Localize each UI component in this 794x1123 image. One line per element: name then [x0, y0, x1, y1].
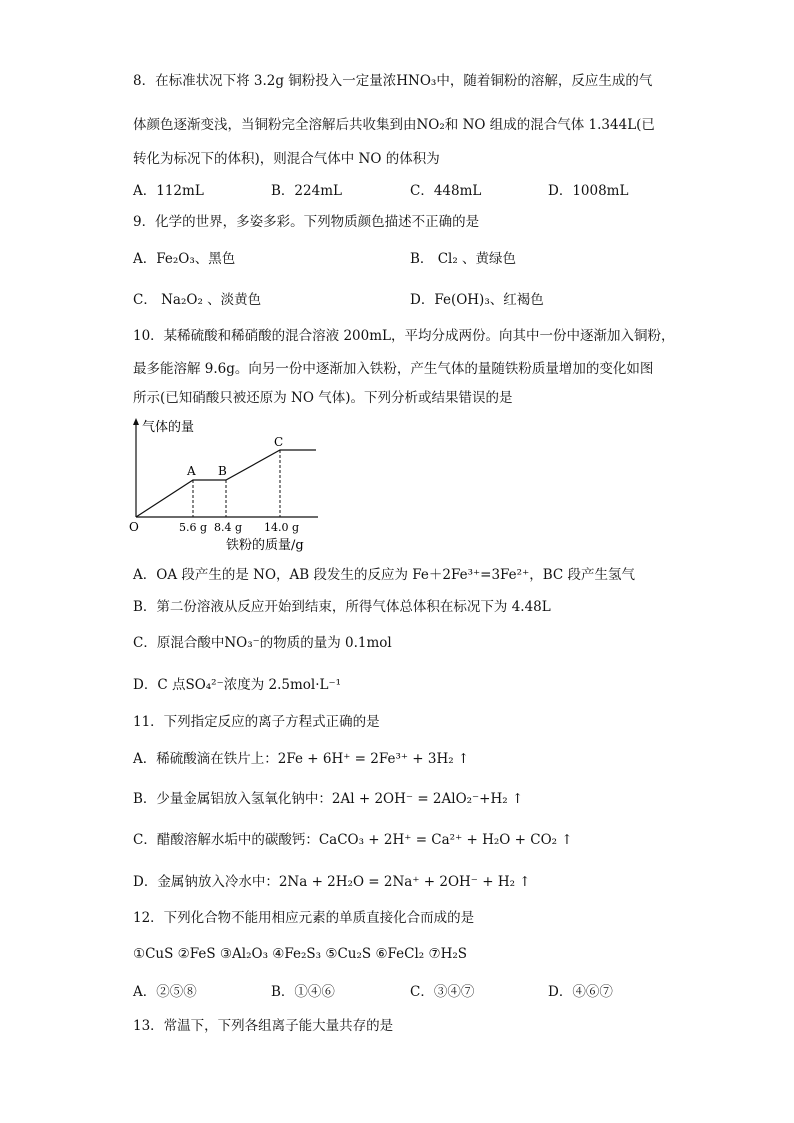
- q8-option-b: B．224mL: [271, 183, 342, 199]
- q12-option-d: D．④⑥⑦: [548, 984, 613, 1000]
- q10-line-2: 最多能溶解 9.6g。向另一份中逐渐加入铁粉，产生气体的量随铁粉质量增加的变化如图: [133, 361, 654, 377]
- q9-option-d: D．Fe(OH)₃、红褐色: [410, 292, 544, 308]
- origin-label: O: [129, 520, 139, 534]
- q12-option-c: C．③④⑦: [410, 984, 475, 1000]
- q11-option-b: B．少量金属铝放入氢氧化钠中：2Al + 2OH⁻ = 2AlO₂⁻+H₂ ↑: [133, 791, 524, 807]
- y-axis-arrow: [133, 418, 139, 425]
- q11-stem: 11．下列指定反应的离子方程式正确的是: [133, 714, 380, 730]
- point-label-b: B: [218, 464, 227, 478]
- y-axis-label: 气体的量: [142, 420, 195, 435]
- q10-line-3: 所示(已知硝酸只被还原为 NO 气体)。下列分析或结果错误的是: [133, 390, 513, 406]
- q10-option-b: B．第二份溶液从反应开始到结束，所得气体总体积在标况下为 4.48L: [133, 599, 551, 615]
- q8-option-a: A．112mL: [133, 183, 204, 199]
- point-label-a: A: [187, 464, 196, 478]
- x-tick-14-0: 14.0 g: [264, 521, 300, 534]
- x-axis-label: 铁粉的质量/g: [226, 538, 304, 553]
- q10-option-d: D．C 点SO₄²⁻浓度为 2.5mol·L⁻¹: [133, 677, 342, 693]
- q11-option-a: A．稀硫酸滴在铁片上：2Fe + 6H⁺ = 2Fe³⁺ + 3H₂ ↑: [133, 751, 470, 767]
- q10-option-c: C．原混合酸中NO₃⁻的物质的量为 0.1mol: [133, 635, 392, 651]
- q9-option-c: C． Na₂O₂ 、淡黄色: [133, 292, 262, 308]
- q11-option-c: C．醋酸溶解水垢中的碳酸钙：CaCO₃ + 2H⁺ = Ca²⁺ + H₂O + CO₂ ↑: [133, 832, 573, 848]
- q9-option-b: B． Cl₂ 、黄绿色: [410, 251, 517, 267]
- gas-vs-iron-graph: [118, 414, 348, 556]
- q8-line-2: 体颜色逐渐变浅，当铜粉完全溶解后共收集到由NO₂和 NO 组成的混合气体 1.344L(已: [133, 117, 655, 133]
- q12-option-b: B．①④⑥: [271, 984, 335, 1000]
- q8-option-c: C．448mL: [410, 183, 482, 199]
- q12-items: ①CuS ②FeS ③Al₂O₃ ④Fe₂S₃ ⑤Cu₂S ⑥FeCl₂ ⑦H₂S: [133, 946, 468, 962]
- q10-option-a: A．OA 段产生的是 NO，AB 段发生的反应为 Fe＋2Fe³⁺=3Fe²⁺，BC 段产生氢气: [133, 567, 635, 583]
- q9-stem: 9．化学的世界，多姿多彩。下列物质颜色描述不正确的是: [133, 214, 480, 230]
- q8-line-3: 转化为标况下的体积)，则混合气体中 NO 的体积为: [133, 151, 440, 167]
- q12-option-a: A．②⑤⑧: [133, 984, 197, 1000]
- q8-option-d: D．1008mL: [548, 183, 629, 199]
- point-label-c: C: [274, 435, 284, 449]
- q12-stem: 12．下列化合物不能用相应元素的单质直接化合而成的是: [133, 910, 475, 926]
- q8-line-1: 8．在标准状况下将 3.2g 铜粉投入一定量浓HNO₃中，随着铜粉的溶解，反应生成的气: [133, 73, 653, 89]
- x-tick-5-6: 5.6 g: [179, 521, 208, 534]
- x-tick-8-4: 8.4 g: [214, 521, 243, 534]
- q13-stem: 13．常温下，下列各组离子能大量共存的是: [133, 1018, 394, 1034]
- q11-option-d: D．金属钠放入冷水中：2Na + 2H₂O = 2Na⁺ + 2OH⁻ + H₂ ↑: [133, 874, 531, 890]
- q9-option-a: A．Fe₂O₃、黑色: [133, 251, 236, 267]
- q10-line-1: 10．某稀硫酸和稀硝酸的混合溶液 200mL，平均分成两份。向其中一份中逐渐加入铜粉，: [133, 328, 675, 344]
